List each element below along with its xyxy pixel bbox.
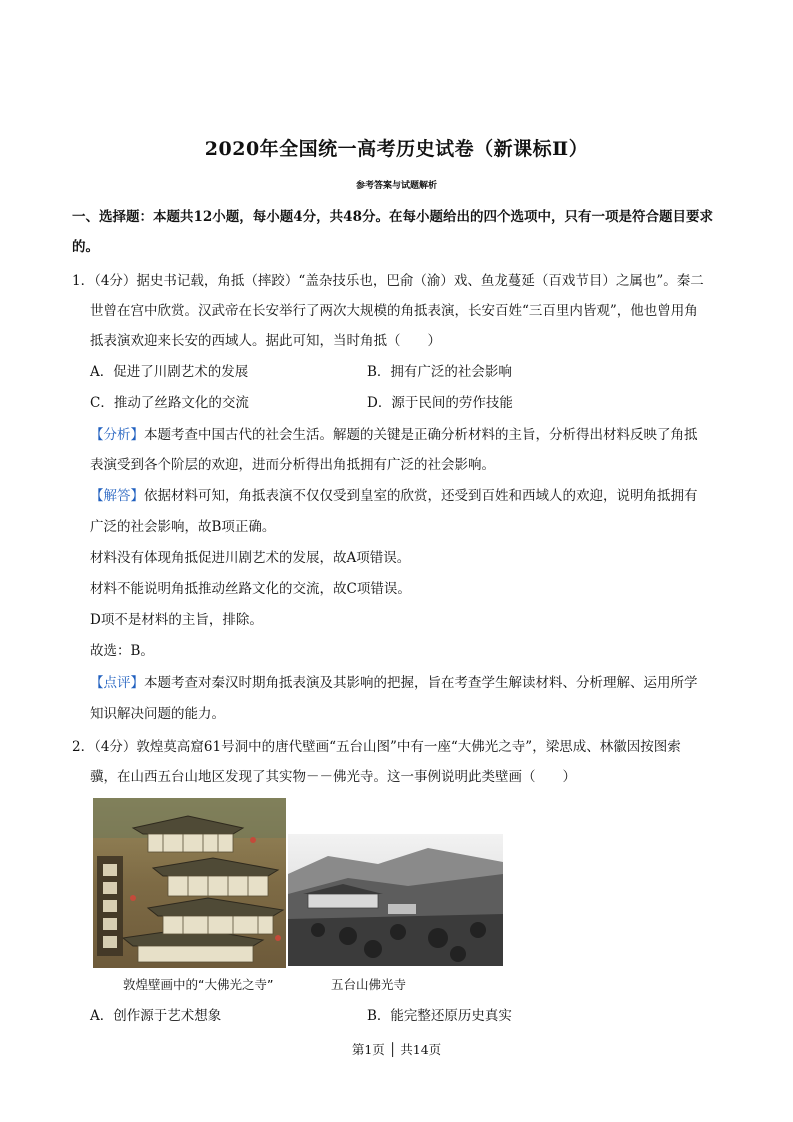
q1-option-a: A．促进了川剧艺术的发展 bbox=[90, 364, 249, 380]
q1-option-c: C．推动了丝路文化的交流 bbox=[90, 395, 249, 411]
q1-answer-line bbox=[90, 481, 698, 511]
q2-option-b: B．能完整还原历史真实 bbox=[367, 1008, 512, 1024]
caption-temple: 五台山佛光寺 bbox=[331, 977, 407, 992]
analysis-tag: 【分析】 bbox=[90, 427, 144, 443]
page-footer: 第1页 │ 共14页 bbox=[351, 1042, 442, 1057]
q1-note: D项不是材料的主旨，排除。 bbox=[90, 612, 263, 628]
q2-stem-line: 2．（4分）敦煌莫高窟61号洞中的唐代壁画“五台山图”中有一座“大佛光之寺”，梁思成、林徽因按图索 bbox=[72, 739, 681, 755]
page-subtitle: 参考答案与试题解析 bbox=[355, 181, 437, 191]
analysis-text: 本题考查中国古代的社会生活。解题的关键是正确分析材料的主旨，分析得出材料反映了角抵 bbox=[144, 427, 698, 443]
q1-option-d: D．源于民间的劳作技能 bbox=[367, 395, 513, 411]
q1-note: 故选：B。 bbox=[90, 643, 154, 659]
foguang-temple-photo bbox=[288, 834, 503, 966]
q1-stem-line: 1．（4分）据史书记载，角抵（摔跤）“盖杂技乐也，巴俞（渝）戏、鱼龙蔓延（百戏节目）之属也”。秦二 bbox=[72, 273, 704, 289]
q1-analysis-line bbox=[90, 420, 698, 450]
q2-option-a: A．创作源于艺术想象 bbox=[90, 1008, 222, 1024]
q1-comment-line bbox=[90, 668, 698, 698]
answer-text: 依据材料可知，角抵表演不仅仅受到皇室的欣赏，还受到百姓和西域人的欢迎，说明角抵拥有 bbox=[144, 488, 698, 504]
caption-mural: 敦煌壁画中的“大佛光之寺” bbox=[123, 977, 274, 992]
q1-note: 材料没有体现角抵促进川剧艺术的发展，故A项错误。 bbox=[90, 550, 411, 566]
comment-tag: 【点评】 bbox=[90, 675, 144, 691]
comment-text: 本题考查对秦汉时期角抵表演及其影响的把握，旨在考查学生解读材料、分析理解、运用所学 bbox=[144, 675, 698, 691]
q1-stem-line: 世曾在宫中欣赏。汉武帝在长安举行了两次大规模的角抵表演，长安百姓“三百里内皆观”，他也曾用角 bbox=[90, 303, 698, 319]
section-heading: 一、选择题：本题共12小题，每小题4分，共48分。在每小题给出的四个选项中，只有一项是符合题目要求的。 bbox=[72, 209, 713, 255]
answer-tag: 【解答】 bbox=[90, 488, 144, 504]
q1-comment-line: 知识解决问题的能力。 bbox=[90, 706, 225, 722]
dunhuang-mural-image bbox=[93, 798, 286, 968]
q1-stem-line: 抵表演欢迎来长安的西域人。据此可知，当时角抵（ ） bbox=[90, 333, 441, 349]
q1-option-b: B．拥有广泛的社会影响 bbox=[367, 364, 512, 380]
q2-stem-line: 骥，在山西五台山地区发现了其实物－－佛光寺。这一事例说明此类壁画（ ） bbox=[90, 769, 576, 785]
q1-note: 材料不能说明角抵推动丝路文化的交流，故C项错误。 bbox=[90, 581, 411, 597]
q1-answer-line: 广泛的社会影响，故B项正确。 bbox=[90, 519, 276, 535]
page-title: 2020年全国统一高考历史试卷（新课标Ⅱ） bbox=[204, 138, 589, 160]
q1-analysis-line: 表演受到各个阶层的欢迎，进而分析得出角抵拥有广泛的社会影响。 bbox=[90, 457, 495, 473]
